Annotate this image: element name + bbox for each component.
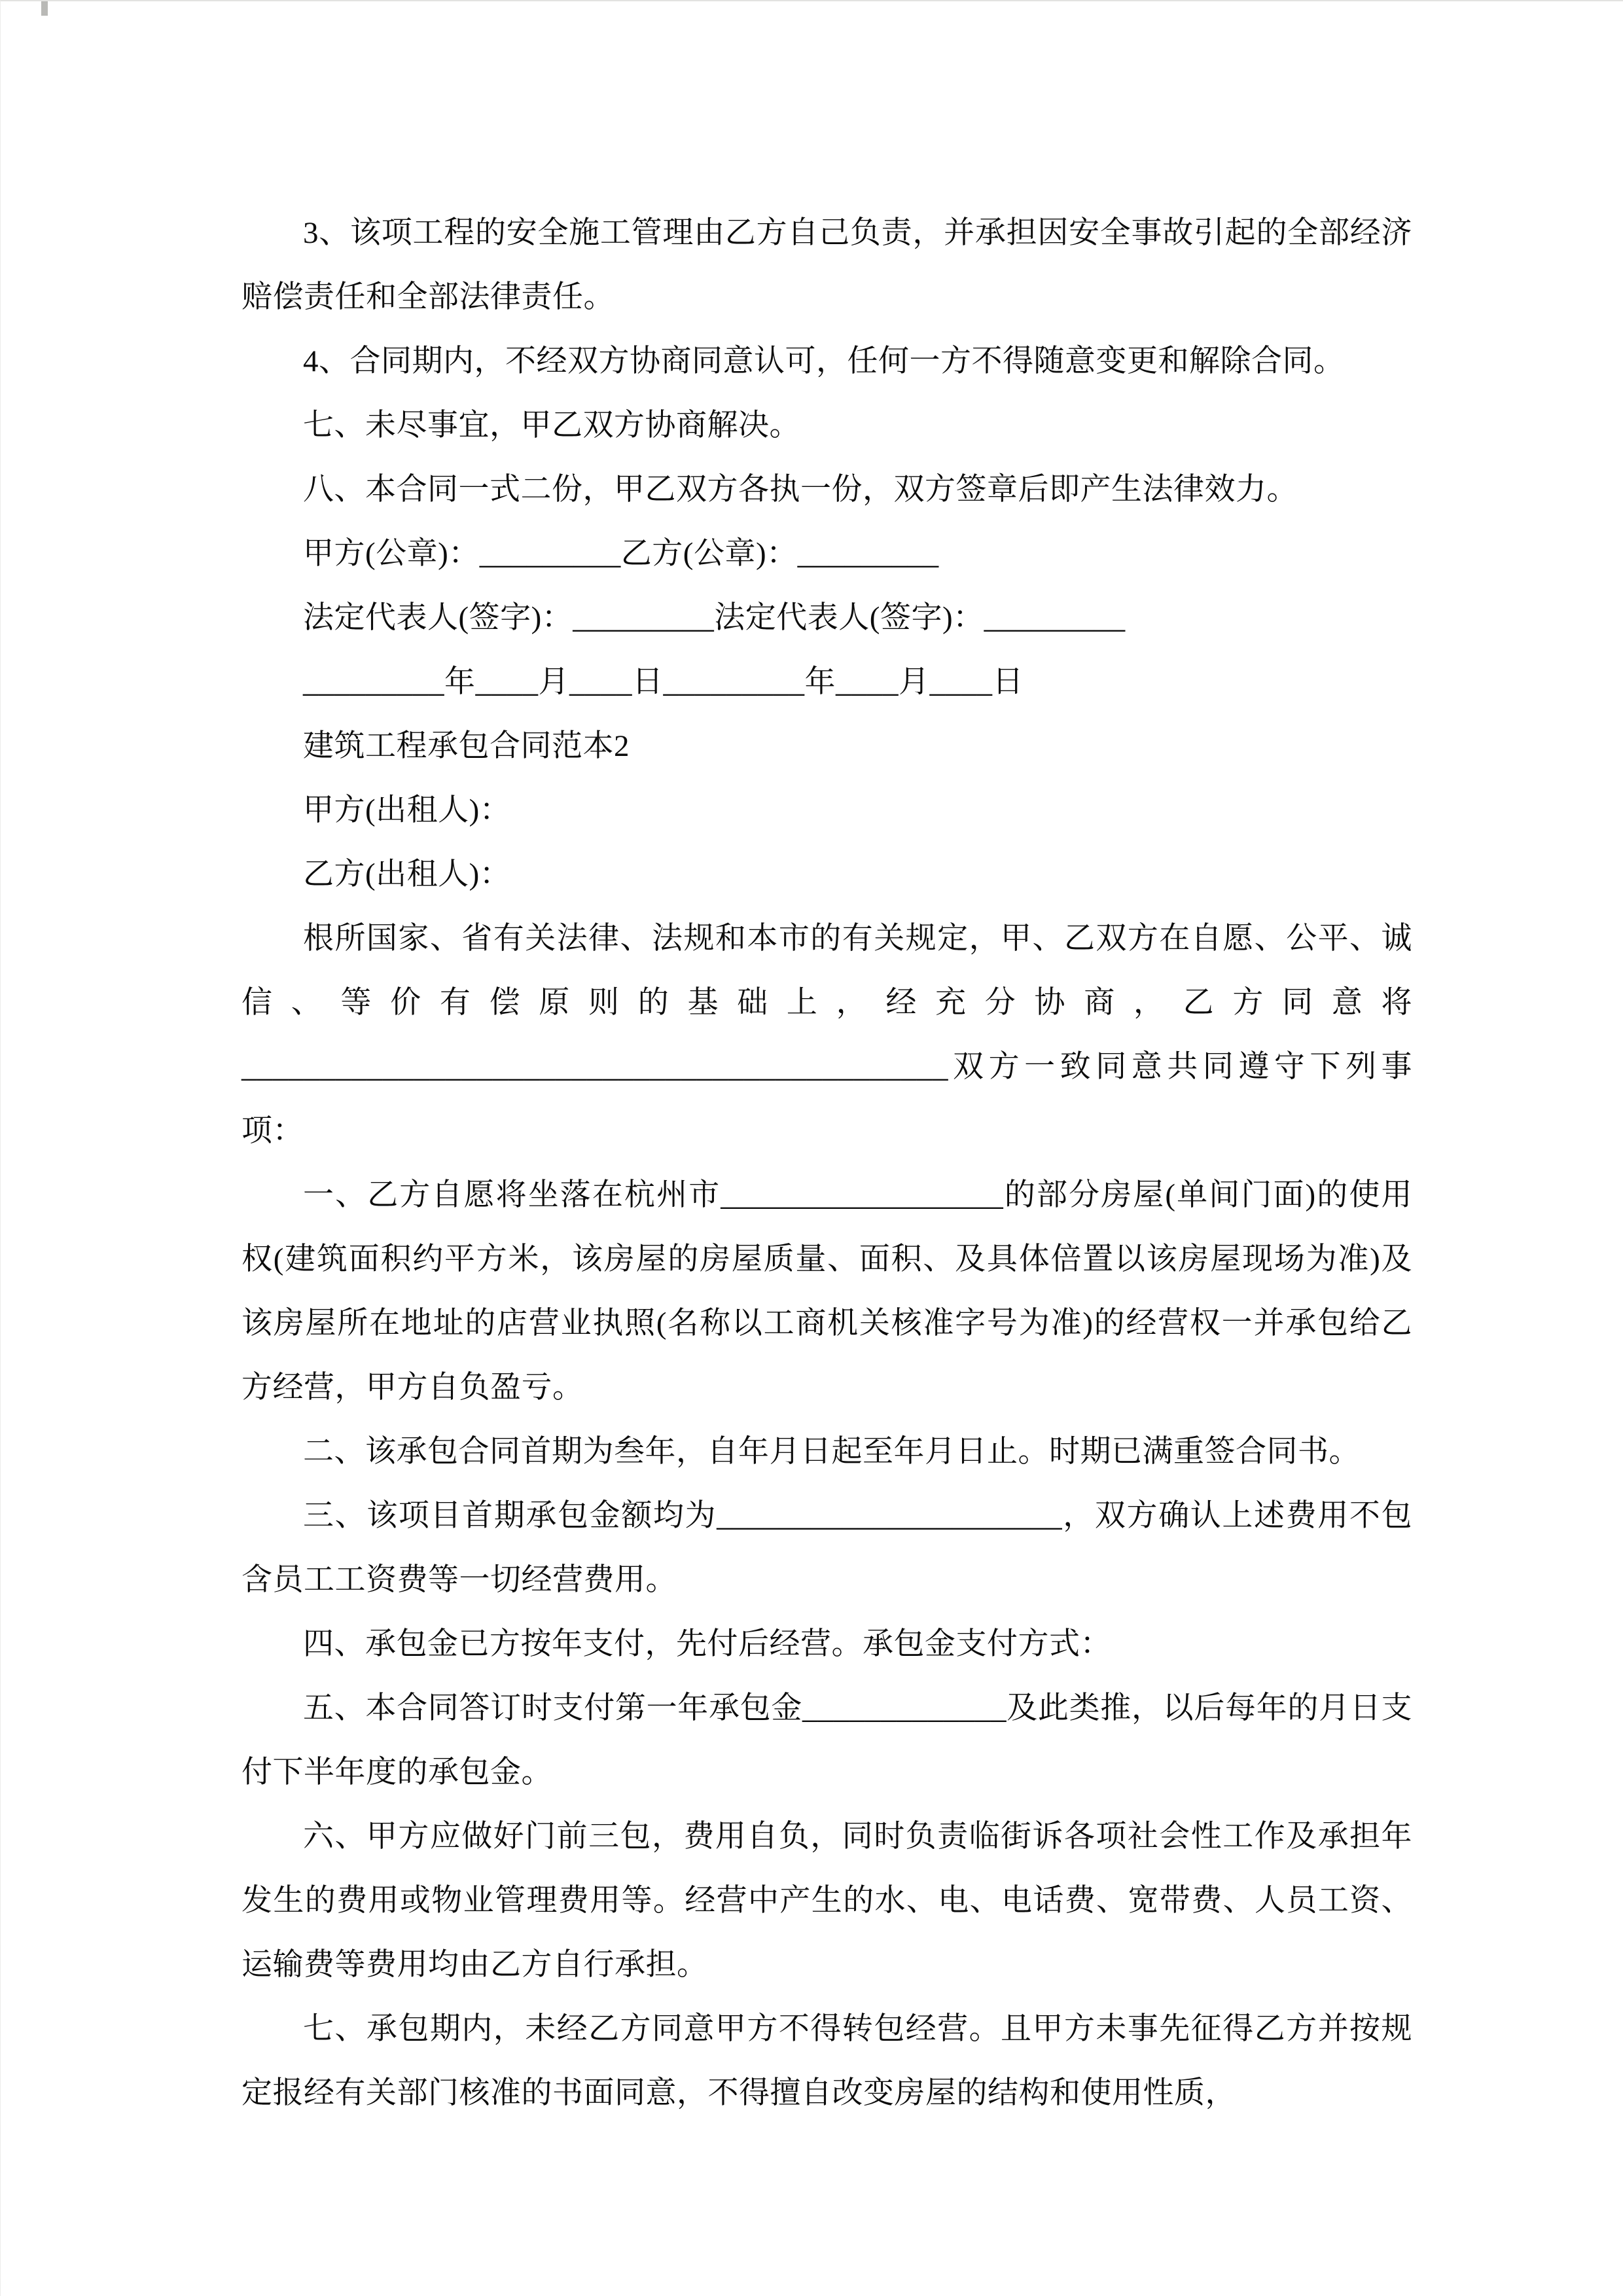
clause-eight: 八、本合同一式二份，甲乙双方各执一份，双方签章后即产生法律效力。: [303, 473, 1298, 507]
scan-artifact: [41, 1, 48, 16]
date-line: _________年____月____日_________年____月____日: [303, 665, 1024, 699]
clause-five: 五、本合同答订时支付第一年承包金_____________及此类推，以后每年的月日支付下半年度的承包金。: [241, 1691, 1412, 1789]
contract-body: [1, 1, 1623, 2296]
clause-seven: 七、未尽事宜，甲乙双方协商解决。: [303, 408, 800, 442]
clause-seven-2: 七、承包期内，未经乙方同意甲方不得转包经营。且甲方未事先征得乙方并按规定报经有关部门核准的书面同意，不得擅自改变房屋的结构和使用性质，: [241, 2012, 1412, 2110]
signature-representative-line: 法定代表人(签字)：_________法定代表人(签字)：_________: [303, 601, 1126, 635]
template-2-title: 建筑工程承包合同范本2: [303, 729, 630, 763]
party-a-line: 甲方(出租人)：: [303, 793, 511, 827]
clause-change-4: 4、合同期内，不经双方协商同意认可，任何一方不得随意变更和解除合同。: [303, 344, 1345, 378]
clause-two: 二、该承包合同首期为叁年，自年月日起至年月日止。时期已满重签合同书。: [303, 1435, 1360, 1469]
clause-safety-3: 3、该项工程的安全施工管理由乙方自己负责，并承担因安全事故引起的全部经济赔偿责任和全部法律责任。: [241, 216, 1412, 314]
clause-four: 四、承包金已方按年支付，先付后经营。承包金支付方式：: [303, 1627, 1111, 1661]
clause-three: 三、该项目首期承包金额均为______________________，双方确认上述费用不包含员工工资费等一切经营费用。: [241, 1499, 1412, 1597]
clause-one: 一、乙方自愿将坐落在杭州市__________________的部分房屋(单间门面)的使用权(建筑面积约平方米，该房屋的房屋质量、面积、及具体倍置以该房屋现场为准)及该房屋所在地址的店营业执照(名称以工商机关核准字号为准)的经营权一并承包给乙方经营，甲方自负盈亏。: [241, 1178, 1412, 1405]
preamble: 根所国家、省有关法律、法规和本市的有关规定，甲、乙双方在自愿、公平、诚信、等价有偿原则的基础上，经充分协商，乙方同意将_____________________________________________双方一致同意共同遵守下列事项：: [241, 922, 1412, 1148]
party-b-line: 乙方(出租人)：: [303, 857, 511, 891]
signature-seal-line: 甲方(公章)：_________乙方(公章)：_________: [303, 537, 939, 571]
clause-six: 六、甲方应做好门前三包，费用自负，同时负责临街诉各项社会性工作及承担年发生的费用或物业管理费用等。经营中产生的水、电、电话费、宽带费、人员工资、运输费等费用均由乙方自行承担。: [241, 1820, 1412, 1982]
